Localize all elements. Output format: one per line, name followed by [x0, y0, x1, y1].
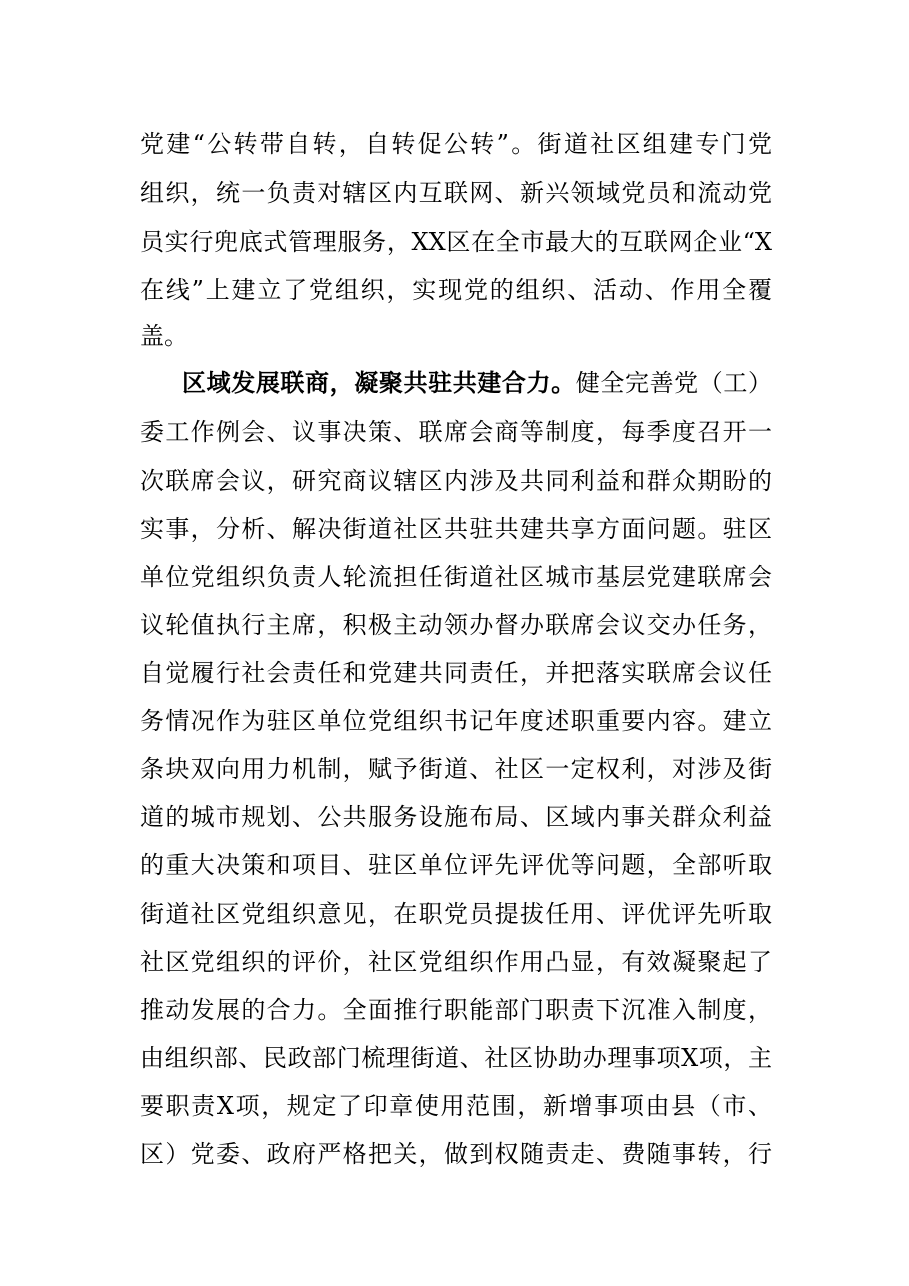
paragraph-2-line-7: 自觉履行社会责任和党建共同责任，并把落实联席会议任 [140, 659, 772, 687]
paragraph-2-line-6: 议轮值执行主席，积极主动领办督办联席会议交办任务， [140, 611, 772, 639]
paragraph-2-line-9: 条块双向用力机制，赋予街道、社区一定权利，对涉及街 [140, 755, 772, 783]
paragraph-2-line-5: 单位党组织负责人轮流担任街道社区城市基层党建联席会 [140, 563, 772, 591]
paragraph-heading: 区域发展联商，凝聚共驻共建合力。 [182, 368, 576, 397]
paragraph-2-line-13: 社区党组织的评价，社区党组织作用凸显，有效凝聚起了 [140, 948, 772, 976]
paragraph-2-line-16: 要职责X项，规定了印章使用范围，新增事项由县（市、 [140, 1092, 772, 1120]
paragraph-2-line-11: 的重大决策和项目、驻区单位评先评优等问题，全部听取 [140, 851, 772, 879]
paragraph-2-line-4: 实事，分析、解决街道社区共驻共建共享方面问题。驻区 [140, 515, 772, 543]
paragraph-1-line-1: 党建“公转带自转，自转促公转”。街道社区组建专门党 [140, 130, 772, 158]
paragraph-2-line-8: 务情况作为驻区单位党组织书记年度述职重要内容。建立 [140, 707, 772, 735]
paragraph-1-line-4: 在线”上建立了党组织，实现党的组织、活动、作用全覆 [140, 276, 772, 304]
paragraph-2-line-1-rest: 健全完善党（工） [575, 369, 773, 397]
paragraph-2-line-10: 道的城市规划、公共服务设施布局、区域内事关群众利益 [140, 803, 772, 831]
paragraph-2-line-15: 由组织部、民政部门梳理街道、社区协助办理事项X项，主 [140, 1044, 772, 1072]
paragraph-1-line-5: 盖。 [140, 322, 188, 350]
paragraph-2-line-17: 区）党委、政府严格把关，做到权随责走、费随事转，行 [140, 1140, 772, 1168]
paragraph-2-line-12: 街道社区党组织意见，在职党员提拔任用、评优评先听取 [140, 900, 772, 928]
paragraph-1-line-2: 组织，统一负责对辖区内互联网、新兴领域党员和流动党 [140, 179, 772, 207]
paragraph-2-line-14: 推动发展的合力。全面推行职能部门职责下沉准入制度， [140, 996, 772, 1024]
paragraph-2-line-2: 委工作例会、议事决策、联席会商等制度，每季度召开一 [140, 418, 772, 446]
paragraph-2-line-1 [182, 361, 772, 405]
paragraph-2-line-3: 次联席会议，研究商议辖区内涉及共同利益和群众期盼的 [140, 467, 772, 495]
paragraph-1-line-3: 员实行兜底式管理服务，XX区在全市最大的互联网企业“X [140, 228, 772, 256]
